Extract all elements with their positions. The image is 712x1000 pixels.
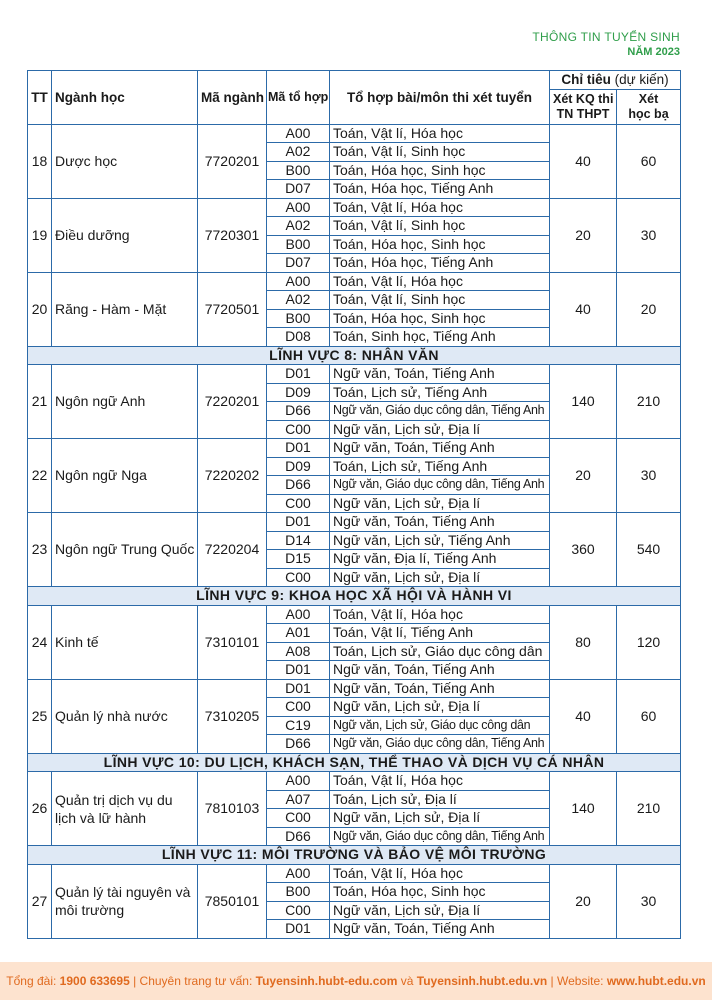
quota-label: Chỉ tiêu — [561, 72, 611, 88]
header-title: THÔNG TIN TUYỂN SINH — [532, 30, 680, 44]
major-name: Điều dưỡng — [52, 198, 198, 272]
subject-combination: Ngữ văn, Lịch sử, Tiếng Anh — [330, 531, 550, 550]
quota-thpt: 40 — [550, 679, 617, 753]
subject-combination: Ngữ văn, Lịch sử, Địa lí — [330, 420, 550, 439]
subject-combination: Toán, Vật lí, Sinh học — [330, 143, 550, 162]
group-code: D15 — [267, 550, 330, 569]
footer-sep1: | Chuyên trang tư vấn: — [129, 974, 256, 988]
subject-combination: Toán, Hóa học, Sinh học — [330, 235, 550, 254]
major-name: Quản lý tài nguyên và môi trường — [52, 864, 198, 938]
subject-combination: Ngữ văn, Toán, Tiếng Anh — [330, 365, 550, 384]
group-code: A00 — [267, 124, 330, 143]
row-tt: 24 — [28, 605, 52, 679]
row-tt: 20 — [28, 272, 52, 346]
subject-combination: Toán, Lịch sử, Tiếng Anh — [330, 383, 550, 402]
subject-combination: Toán, Vật lí, Hóa học — [330, 605, 550, 624]
quota-hocba: 20 — [617, 272, 681, 346]
quota-hocba: 540 — [617, 513, 681, 587]
group-code: A00 — [267, 864, 330, 883]
major-code: 7850101 — [198, 864, 267, 938]
subject-combination: Toán, Hóa học, Sinh học — [330, 161, 550, 180]
group-code: D09 — [267, 457, 330, 476]
thpt-line2: TN THPT — [556, 106, 610, 121]
group-code: A02 — [267, 143, 330, 162]
major-name: Ngôn ngữ Trung Quốc — [52, 513, 198, 587]
table-row — [28, 864, 681, 883]
subject-combination: Toán, Vật lí, Sinh học — [330, 291, 550, 310]
footer-hotline: 1900 633695 — [59, 974, 130, 988]
group-code: C19 — [267, 716, 330, 735]
subject-combination: Ngữ văn, Lịch sử, Địa lí — [330, 568, 550, 587]
section-row — [28, 753, 681, 772]
subject-combination: Toán, Vật lí, Hóa học — [330, 198, 550, 217]
row-tt: 19 — [28, 198, 52, 272]
group-code: D14 — [267, 531, 330, 550]
subject-combination: Toán, Vật lí, Tiếng Anh — [330, 624, 550, 643]
quota-hocba: 60 — [617, 679, 681, 753]
header-year: NĂM 2023 — [627, 46, 680, 58]
subject-combination: Ngữ văn, Địa lí, Tiếng Anh — [330, 550, 550, 569]
group-code: A02 — [267, 217, 330, 236]
quota-note: (dự kiến) — [614, 72, 669, 88]
subject-combination: Ngữ văn, Giáo dục công dân, Tiếng Anh — [330, 735, 550, 754]
group-code: A00 — [267, 605, 330, 624]
table-row — [28, 513, 681, 532]
row-tt: 23 — [28, 513, 52, 587]
table-row — [28, 439, 681, 458]
admission-table-body — [28, 124, 681, 938]
major-code: 7220201 — [198, 365, 267, 439]
group-code: D01 — [267, 365, 330, 384]
subject-combination: Ngữ văn, Giáo dục công dân, Tiếng Anh — [330, 827, 550, 846]
row-tt: 18 — [28, 124, 52, 198]
group-code: D01 — [267, 439, 330, 458]
subject-combination: Ngữ văn, Lịch sử, Giáo dục công dân — [330, 716, 550, 735]
group-code: A02 — [267, 291, 330, 310]
quota-hocba: 60 — [617, 124, 681, 198]
col-code: Mã ngành — [198, 71, 267, 125]
major-code: 7720201 — [198, 124, 267, 198]
group-code: A00 — [267, 272, 330, 291]
col-group: Mã tổ hợp — [267, 71, 330, 125]
major-code: 7310205 — [198, 679, 267, 753]
group-code: B00 — [267, 883, 330, 902]
table-row — [28, 772, 681, 791]
row-tt: 27 — [28, 864, 52, 938]
subject-combination: Toán, Hóa học, Sinh học — [330, 883, 550, 902]
quota-thpt: 40 — [550, 124, 617, 198]
group-code: C00 — [267, 568, 330, 587]
subject-combination: Toán, Lịch sử, Địa lí — [330, 790, 550, 809]
footer-sep2: | Website: — [547, 974, 607, 988]
subject-combination: Ngữ văn, Toán, Tiếng Anh — [330, 439, 550, 458]
subject-combination: Toán, Vật lí, Hóa học — [330, 124, 550, 143]
group-code: D01 — [267, 513, 330, 532]
major-code: 7310101 — [198, 605, 267, 679]
group-code: D01 — [267, 661, 330, 680]
major-name: Dược học — [52, 124, 198, 198]
major-code: 7220204 — [198, 513, 267, 587]
group-code: D07 — [267, 180, 330, 199]
admission-table — [27, 70, 681, 939]
subject-combination: Ngữ văn, Toán, Tiếng Anh — [330, 513, 550, 532]
subject-combination: Toán, Hóa học, Sinh học — [330, 309, 550, 328]
footer-site1-link[interactable]: Tuyensinh.hubt-edu.com — [255, 974, 398, 988]
page-header — [532, 30, 680, 59]
group-code: A00 — [267, 198, 330, 217]
subject-combination: Ngữ văn, Toán, Tiếng Anh — [330, 661, 550, 680]
footer-and: và — [397, 974, 417, 988]
group-code: B00 — [267, 309, 330, 328]
section-title: LĨNH VỰC 8: NHÂN VĂN — [28, 346, 681, 365]
quota-thpt: 360 — [550, 513, 617, 587]
table-row — [28, 605, 681, 624]
major-code: 7220202 — [198, 439, 267, 513]
group-code: A08 — [267, 642, 330, 661]
col-major: Ngành học — [52, 71, 198, 125]
hocba-line2: học bạ — [628, 106, 669, 121]
group-code: B00 — [267, 235, 330, 254]
hocba-line1: Xét — [638, 91, 659, 106]
subject-combination: Ngữ văn, Toán, Tiếng Anh — [330, 679, 550, 698]
major-name: Ngôn ngữ Anh — [52, 365, 198, 439]
quota-hocba: 210 — [617, 772, 681, 846]
quota-hocba: 30 — [617, 198, 681, 272]
table-row — [28, 124, 681, 143]
subject-combination: Ngữ văn, Giáo dục công dân, Tiếng Anh — [330, 476, 550, 495]
row-tt: 21 — [28, 365, 52, 439]
page-footer — [0, 962, 712, 1000]
quota-thpt: 140 — [550, 365, 617, 439]
table-row — [28, 198, 681, 217]
section-title: LĨNH VỰC 11: MÔI TRƯỜNG VÀ BẢO VỆ MÔI TRƯỜNG — [28, 846, 681, 865]
row-tt: 25 — [28, 679, 52, 753]
quota-thpt: 20 — [550, 864, 617, 938]
subject-combination: Toán, Vật lí, Hóa học — [330, 772, 550, 791]
subject-combination: Toán, Vật lí, Hóa học — [330, 864, 550, 883]
subject-combination: Toán, Hóa học, Tiếng Anh — [330, 254, 550, 273]
major-code: 7720501 — [198, 272, 267, 346]
group-code: D66 — [267, 827, 330, 846]
col-subjects: Tổ hợp bài/môn thi xét tuyển — [330, 71, 550, 125]
quota-thpt: 140 — [550, 772, 617, 846]
group-code: D08 — [267, 328, 330, 347]
table-row — [28, 679, 681, 698]
subject-combination: Ngữ văn, Toán, Tiếng Anh — [330, 920, 550, 939]
col-quota-hocba — [617, 89, 681, 124]
major-code: 7810103 — [198, 772, 267, 846]
subject-combination: Toán, Hóa học, Tiếng Anh — [330, 180, 550, 199]
group-code: A00 — [267, 772, 330, 791]
subject-combination: Toán, Vật lí, Hóa học — [330, 272, 550, 291]
group-code: C00 — [267, 698, 330, 717]
major-name: Ngôn ngữ Nga — [52, 439, 198, 513]
section-row — [28, 346, 681, 365]
quota-thpt: 40 — [550, 272, 617, 346]
thpt-line1: Xét KQ thi — [553, 91, 614, 106]
subject-combination: Toán, Lịch sử, Giáo dục công dân — [330, 642, 550, 661]
major-name: Quản lý nhà nước — [52, 679, 198, 753]
table-row — [28, 272, 681, 291]
group-code: D07 — [267, 254, 330, 273]
row-tt: 26 — [28, 772, 52, 846]
footer-hotline-label: Tổng đài: — [6, 974, 60, 988]
subject-combination: Ngữ văn, Lịch sử, Địa lí — [330, 494, 550, 513]
col-quota-thpt — [550, 89, 617, 124]
section-title: LĨNH VỰC 9: KHOA HỌC XÃ HỘI VÀ HÀNH VI — [28, 587, 681, 606]
subject-combination: Toán, Lịch sử, Tiếng Anh — [330, 457, 550, 476]
group-code: D09 — [267, 383, 330, 402]
group-code: C00 — [267, 809, 330, 828]
major-name: Kinh tế — [52, 605, 198, 679]
group-code: A01 — [267, 624, 330, 643]
col-tt: TT — [28, 71, 52, 125]
group-code: A07 — [267, 790, 330, 809]
footer-site2-link[interactable]: Tuyensinh.hubt.edu.vn — [416, 974, 548, 988]
quota-thpt: 80 — [550, 605, 617, 679]
major-name: Quản trị dịch vụ du lịch và lữ hành — [52, 772, 198, 846]
subject-combination: Toán, Sinh học, Tiếng Anh — [330, 328, 550, 347]
subject-combination: Ngữ văn, Giáo dục công dân, Tiếng Anh — [330, 402, 550, 421]
quota-hocba: 30 — [617, 439, 681, 513]
subject-combination: Toán, Vật lí, Sinh học — [330, 217, 550, 236]
group-code: C00 — [267, 494, 330, 513]
col-quota — [550, 71, 681, 90]
row-tt: 22 — [28, 439, 52, 513]
quota-thpt: 20 — [550, 198, 617, 272]
quota-hocba: 210 — [617, 365, 681, 439]
group-code: D01 — [267, 920, 330, 939]
group-code: D66 — [267, 476, 330, 495]
section-row — [28, 587, 681, 606]
subject-combination: Ngữ văn, Lịch sử, Địa lí — [330, 809, 550, 828]
subject-combination: Ngữ văn, Lịch sử, Địa lí — [330, 901, 550, 920]
group-code: C00 — [267, 901, 330, 920]
major-code: 7720301 — [198, 198, 267, 272]
quota-thpt: 20 — [550, 439, 617, 513]
group-code: D66 — [267, 735, 330, 754]
group-code: D66 — [267, 402, 330, 421]
quota-hocba: 30 — [617, 864, 681, 938]
subject-combination: Ngữ văn, Lịch sử, Địa lí — [330, 698, 550, 717]
group-code: C00 — [267, 420, 330, 439]
quota-hocba: 120 — [617, 605, 681, 679]
group-code: D01 — [267, 679, 330, 698]
group-code: B00 — [267, 161, 330, 180]
major-name: Răng - Hàm - Mặt — [52, 272, 198, 346]
section-title: LĨNH VỰC 10: DU LỊCH, KHÁCH SẠN, THỂ THAO VÀ DỊCH VỤ CÁ NHÂN — [28, 753, 681, 772]
table-row — [28, 365, 681, 384]
footer-website-link[interactable]: www.hubt.edu.vn — [606, 974, 706, 988]
section-row — [28, 846, 681, 865]
